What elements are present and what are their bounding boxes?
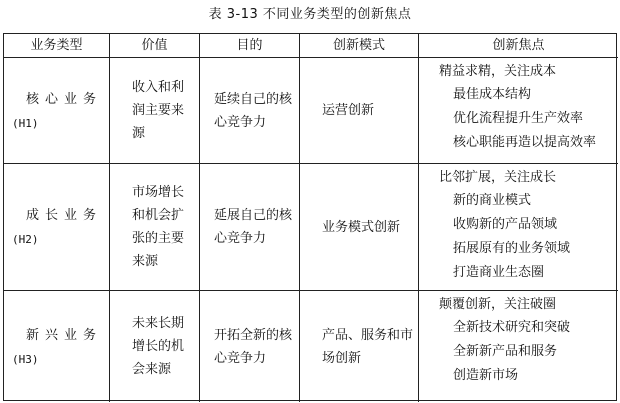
focus-item: 核心职能再造以提高效率 [453,135,597,150]
value-text: 未来长期增长的机会来源 [132,316,185,377]
row-h1-business-type [4,58,110,164]
focus-item: 拓展原有的业务领域 [453,241,571,256]
focus-item: 打造商业生态圈 [453,265,545,280]
value-text: 市场增长和机会扩张的主要来源 [132,185,185,269]
focus-item: 收购新的产品领域 [453,217,558,232]
row-h1-value [110,58,200,164]
focus-item: 全新新产品和服务 [453,344,558,359]
row-h2-mode [300,164,419,291]
business-type-name: 新兴业务 [26,327,103,343]
focus-item: 新的商业模式 [453,193,532,208]
row-h3-business-type [4,291,110,402]
focus-item: 最佳成本结构 [453,87,532,102]
column-header-goal: 目的 [200,34,300,58]
business-type-code: (H2) [12,233,39,246]
row-h3-goal [200,291,300,402]
goal-text: 开拓全新的核心竞争力 [214,327,293,366]
row-h2-focus [419,164,618,291]
table-caption: 表 3-13 不同业务类型的创新焦点 [208,7,412,22]
focus-heading: 颠覆创新，关注破圈 [439,297,557,312]
business-type-code: (H3) [12,352,39,366]
row-h3-value [110,291,200,402]
column-header-business-type: 业务类型 [4,34,110,58]
column-header-value: 价值 [110,34,200,58]
row-h2-business-type [4,164,110,291]
row-h1-goal [200,58,300,164]
focus-item: 优化流程提升生产效率 [453,111,584,126]
mode-text: 业务模式创新 [322,219,401,235]
row-h1-mode [300,58,419,164]
row-h3-focus [419,291,618,402]
value-text: 收入和利润主要来源 [132,80,185,141]
business-type-code: (H1) [12,116,39,130]
mode-text: 产品、服务和市场创新 [322,327,414,366]
column-header-innovation-mode: 创新模式 [300,34,419,58]
innovation-focus-table [3,33,617,401]
row-h1-focus [419,58,618,164]
business-type-name: 成长业务 [26,208,103,223]
row-h2-value [110,164,200,291]
goal-text: 延续自己的核心竞争力 [214,91,293,130]
focus-heading: 比邻扩展，关注成长 [439,170,557,185]
row-h3-mode [300,291,419,402]
goal-text: 延展自己的核心竞争力 [214,208,293,246]
focus-heading: 精益求精，关注成本 [439,64,557,79]
focus-item: 全新技术研究和突破 [453,320,571,335]
focus-item: 创造新市场 [453,368,519,383]
mode-text: 运营创新 [322,103,375,118]
column-header-innovation-focus: 创新焦点 [419,34,618,58]
row-h2-goal [200,164,300,291]
business-type-name: 核心业务 [26,91,103,107]
